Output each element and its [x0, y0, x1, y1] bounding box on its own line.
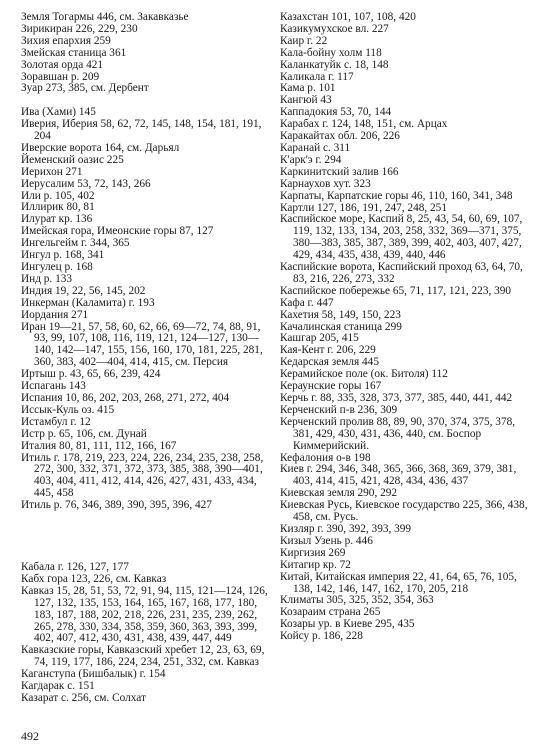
index-column-right: [280, 12, 530, 705]
index-entry: Ингул р. 168, 341: [21, 249, 105, 262]
index-entry: Иордания 271: [21, 308, 89, 321]
index-entry: Кагдарак с. 151: [21, 680, 95, 693]
index-entry: Истамбул г. 12: [21, 415, 91, 428]
index-entry: Казарат с. 256, см. Солхат: [21, 692, 146, 705]
index-entry: Каркинитский залив 166: [280, 165, 399, 178]
index-entry: К'арк'э г. 294: [280, 153, 342, 166]
index-entry: Иверия, Иберия 58, 62, 72, 145, 148, 154, 181, 191, 204: [21, 118, 262, 143]
index-entry: Кашгар 205, 415: [280, 332, 359, 345]
index-entry: Иссык-Куль оз. 415: [21, 403, 115, 416]
index-entry: Кая-Кент г. 206, 229: [280, 344, 376, 357]
index-entry: Каспийское побережье 65, 71, 117, 121, 223, 390: [280, 284, 512, 297]
index-entry: Каспийские ворота, Каспийский проход 63, 64, 70, 83, 216, 226, 273, 332: [280, 261, 523, 285]
index-entry: Иерихон 271: [21, 165, 83, 178]
index-entry: Индия 19, 22, 56, 145, 202: [21, 284, 146, 297]
index-entry: Козары ур. в Киеве 295, 435: [280, 618, 415, 631]
index-entry: Каликала г. 117: [280, 70, 354, 83]
index-entry: Китай, Китайская империя 22, 41, 64, 65, 76, 105, 138, 142, 146, 147, 162, 170, 205, 218: [280, 570, 517, 595]
index-entry: Киевская земля 290, 292: [280, 487, 398, 500]
index-entry: Керченский п-в 236, 309: [280, 403, 398, 416]
index-entry: Кавказ 15, 28, 51, 53, 72, 91, 94, 115, 121—124, 126, 127, 132, 135, 153, 164, 165, 167, 168, 177, 180, 183, 187, 188, 202, 218, 226, 231, 235, 239, 262, 265, 278, 330, 334, 358, 359, 360, 363, 393, 399, 402, 407, 412, 430, 431, 438, 439, 447, 449: [21, 584, 268, 645]
index-entry: Кабх гора 123, 226, см. Кавказ: [21, 572, 167, 585]
index-entry: Карабах г. 124, 148, 151, см. Арцах: [280, 118, 448, 131]
index-entry: Ингельгейм г. 344, 365: [21, 237, 130, 250]
index-entry: Картли 127, 186, 191, 247, 248, 251: [280, 201, 447, 214]
index-entry: Кама р. 101: [280, 82, 336, 95]
index-entry: Каппадокия 53, 70, 144: [280, 106, 392, 119]
index-entry: Китагир кр. 72: [280, 558, 351, 571]
index-entry: Имейская гора, Имеонские горы 87, 127: [21, 225, 214, 238]
page-number: 492: [21, 729, 39, 743]
index-entry: Иртыш р. 43, 65, 66, 239, 424: [21, 368, 161, 381]
index-entry: Золотая орда 421: [21, 58, 104, 71]
index-entry: Карнаухов хут. 323: [280, 177, 371, 190]
index-entry: Змейская станица 361: [21, 46, 127, 59]
index-entry: Зоравшан р. 209: [21, 70, 100, 83]
index-entry: Земля Тогармы 446, см. Закавказье: [21, 11, 189, 23]
index-entry: Каракайтах обл. 206, 226: [280, 130, 400, 143]
index-entry: Италия 80, 81, 111, 112, 166, 167: [21, 439, 177, 452]
index-entry: Испагань 143: [21, 380, 86, 393]
letter-gap: [21, 512, 271, 562]
index-entry: Каланкатуйк с. 18, 148: [280, 58, 389, 71]
index-entry: Карпаты, Карпатские горы 46, 110, 160, 341, 348: [280, 189, 513, 202]
index-entry: Каганступа (Бишбалык) г. 154: [21, 668, 166, 681]
index-column-left: [21, 12, 271, 705]
index-entry: Киевская Русь, Киевское государство 225, 366, 438, 458, см. Русь.: [280, 499, 528, 524]
index-entry: Иверские ворота 164, см. Дарьял: [21, 141, 180, 154]
index-entry: Зихия епархия 259: [21, 34, 111, 47]
index-entry: Кала-бойну холм 118: [280, 46, 382, 59]
index-entry: Каранай с. 311: [280, 141, 351, 154]
index-entry: Казахстан 101, 107, 108, 420: [280, 11, 416, 23]
index-entry: Зирикиран 226, 229, 230: [21, 22, 138, 35]
index-entry: Каир г. 22: [280, 34, 328, 47]
index-entry: Испания 10, 86, 202, 203, 268, 271, 272, 404: [21, 391, 230, 404]
index-entry: Илурат кр. 136: [21, 213, 93, 226]
index-entry: Кераунские горы 167: [280, 380, 382, 393]
index-entry: Инд р. 133: [21, 272, 73, 285]
index-entry: Итиль р. 76, 346, 389, 390, 395, 396, 427: [21, 499, 212, 512]
index-entry: Койсу р. 186, 228: [280, 630, 363, 643]
index-entry: Ингулец р. 168: [21, 261, 93, 274]
index-entry: Климаты 305, 325, 352, 354, 363: [280, 594, 434, 607]
index-entry: Керамийское поле (ок. Битоля) 112: [280, 368, 448, 381]
index-entry: Кангюй 43: [280, 94, 332, 107]
index-entry: Кавказские горы, Кавказский хребет 12, 23, 63, 69, 74, 119, 177, 186, 224, 234, 251, 332, см. Кавказ: [21, 644, 265, 669]
index-entry: Иллирик 80, 81: [21, 201, 95, 214]
index-entry: Кедарская земля 445: [280, 356, 379, 369]
index-entry: Зуар 273, 385, см. Дербент: [21, 82, 149, 95]
index-entry: Или р. 105, 402: [21, 189, 95, 202]
index-entry: Йеменский оазис 225: [21, 153, 124, 166]
index-entry: Качалинская станица 299: [280, 320, 402, 333]
index-entry: Ива (Хами) 145: [21, 106, 96, 119]
index-entry: Кабала г. 126, 127, 177: [21, 561, 129, 574]
index-entry: Кизляр г. 390, 392, 393, 399: [280, 522, 412, 535]
index-entry: Керченский пролив 88, 89, 90, 370, 374, 375, 378, 381, 429, 430, 431, 436, 440, см. Боспор Киммерийский.: [280, 415, 516, 452]
index-entry: Истр р. 65, 106, см. Дунай: [21, 427, 147, 440]
index-entry: Киргизия 269: [280, 546, 346, 559]
index-entry: Казикумухское вл. 227: [280, 22, 389, 35]
index-entry: Керчь г. 88, 335, 328, 373, 377, 385, 440, 441, 442: [280, 392, 513, 404]
index-entry: Кахетия 58, 149, 150, 223: [280, 308, 401, 321]
index-entry: Иерусалим 53, 72, 143, 266: [21, 177, 151, 190]
index-entry: Каспийское море, Каспий 8, 25, 43, 54, 60, 69, 107, 119, 132, 133, 134, 203, 258, 332, 369—371, 375, 380—383, 385, 387, 389, 399, 402, 403, 407, 427, 429, 434, 435, 438, 439, 440, 446: [280, 213, 523, 262]
index-columns: [21, 12, 539, 705]
index-entry: Козараим страна 265: [280, 606, 381, 619]
index-entry: Иран 19—21, 57, 58, 60, 62, 66, 69—72, 74, 88, 91, 93, 99, 107, 108, 116, 119, 121, 124—127, 130—140, 142—147, 155, 156, 160, 170, 181, 225, 281, 360, 383, 402—404, 414, 415, см. Персия: [21, 320, 263, 369]
index-entry: Кефалония о-в 198: [280, 451, 371, 464]
index-entry: Кафа г. 447: [280, 296, 334, 309]
index-entry: Инкерман (Каламита) г. 193: [21, 296, 155, 309]
index-entry: Итиль г. 178, 219, 223, 224, 226, 234, 235, 238, 258, 272, 300, 332, 371, 372, 373, 385, 388, 390—401, 403, 404, 411, 412, 414, 426, 427, 431, 433, 434, 445, 458: [21, 451, 264, 500]
index-entry: Киев г. 294, 346, 348, 365, 366, 368, 369, 379, 381, 403, 414, 415, 421, 428, 434, 436, 437: [280, 463, 517, 488]
index-entry: Кизыл Узень р. 446: [280, 534, 373, 547]
